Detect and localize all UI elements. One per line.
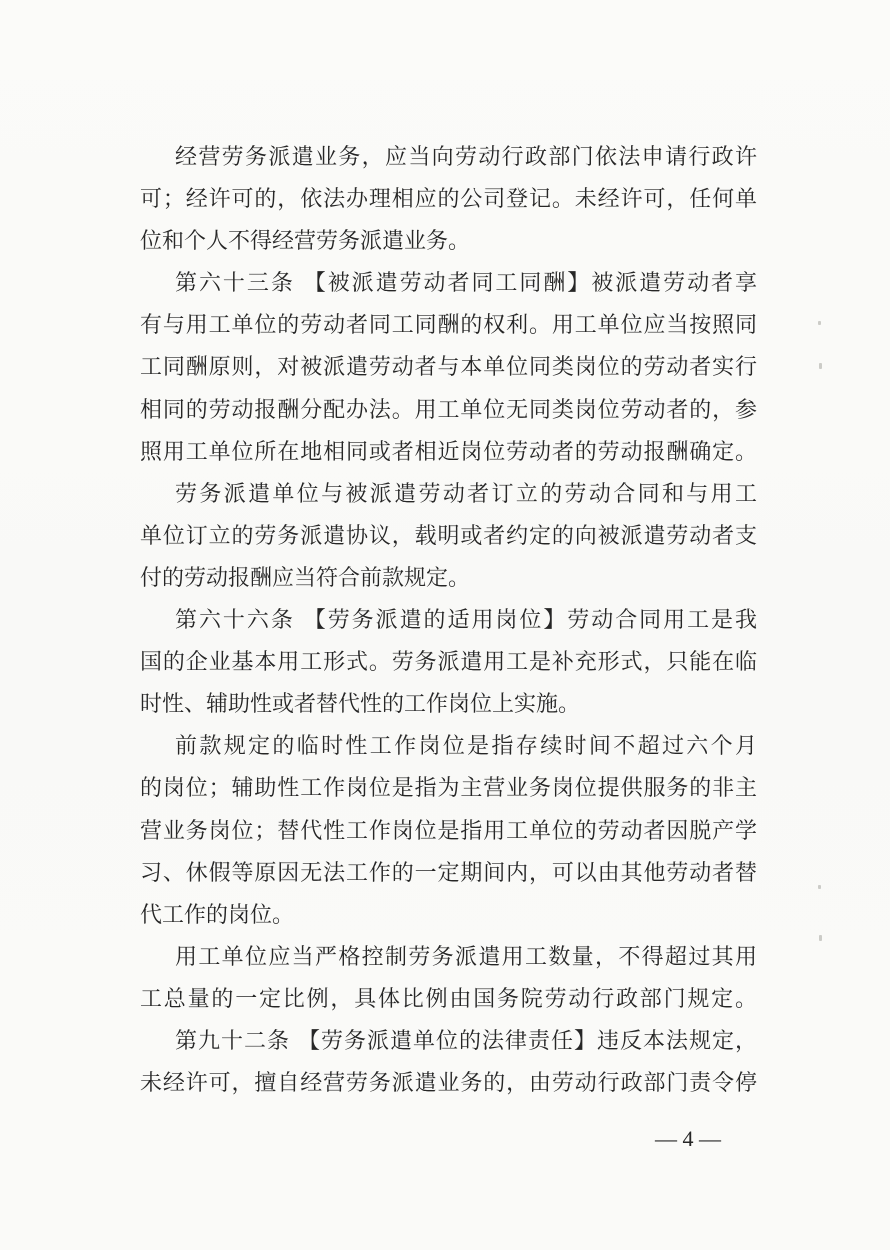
text-line: 国的企业基本用工形式。劳务派遣用工是补充形式，只能在临	[140, 650, 757, 676]
text-line: 相同的劳动报酬分配办法。用工单位无同类岗位劳动者的，参	[140, 397, 757, 423]
text-line: 时性、辅助性或者替代性的工作岗位上实施。	[140, 692, 581, 718]
text-line: 经营劳务派遣业务，应当向劳动行政部门依法申请行政许	[175, 145, 757, 170]
text-line: 劳务派遣单位与被派遣劳动者订立的劳动合同和与用工	[175, 481, 757, 507]
document-body	[140, 137, 757, 1105]
text-line: 照用工单位所在地相同或者相近岗位劳动者的劳动报酬确定。	[140, 439, 757, 465]
text-line: 前款规定的临时性工作岗位是指存续时间不超过六个月	[175, 734, 757, 760]
text-line: 第六十三条 【被派遣劳动者同工同酬】被派遣劳动者享	[175, 271, 757, 297]
text-line: 未经许可，擅自经营劳务派遣业务的，由劳动行政部门责令停	[140, 1071, 757, 1097]
text-line: 营业务岗位；替代性工作岗位是指用工单位的劳动者因脱产学	[140, 818, 757, 844]
text-line: 的岗位；辅助性工作岗位是指为主营业务岗位提供服务的非主	[140, 776, 757, 802]
paragraph	[140, 600, 757, 726]
paragraph	[140, 726, 757, 936]
scan-mark	[818, 885, 821, 889]
scan-mark	[819, 363, 822, 369]
scan-mark	[818, 321, 821, 325]
text-line: 付的劳动报酬应当符合前款规定。	[140, 565, 471, 591]
text-line: 第九十二条 【劳务派遣单位的法律责任】违反本法规定，	[175, 1028, 757, 1054]
paragraph	[140, 1021, 757, 1105]
scan-mark	[819, 935, 822, 941]
paragraph	[140, 474, 757, 600]
page-number: — 4 —	[655, 1126, 721, 1151]
text-line: 代工作的岗位。	[140, 902, 295, 928]
text-line: 习、休假等原因无法工作的一定期间内，可以由其他劳动者替	[140, 860, 757, 886]
text-line: 位和个人不得经营劳务派遣业务。	[140, 229, 471, 255]
paragraph	[140, 137, 757, 263]
paragraph	[140, 263, 757, 473]
text-line: 用工单位应当严格控制劳务派遣用工数量，不得超过其用	[175, 944, 757, 970]
text-line: 单位订立的劳务派遣协议，载明或者约定的向被派遣劳动者支	[140, 523, 757, 549]
text-line: 工总量的一定比例，具体比例由国务院劳动行政部门规定。	[140, 986, 757, 1012]
text-line: 第六十六条 【劳务派遣的适用岗位】劳动合同用工是我	[175, 608, 757, 634]
text-line: 有与用工单位的劳动者同工同酬的权利。用工单位应当按照同	[140, 313, 757, 339]
text-line: 工同酬原则，对被派遣劳动者与本单位同类岗位的劳动者实行	[140, 355, 757, 381]
paragraph	[140, 937, 757, 1021]
text-line: 可；经许可的，依法办理相应的公司登记。未经许可，任何单	[140, 187, 757, 213]
